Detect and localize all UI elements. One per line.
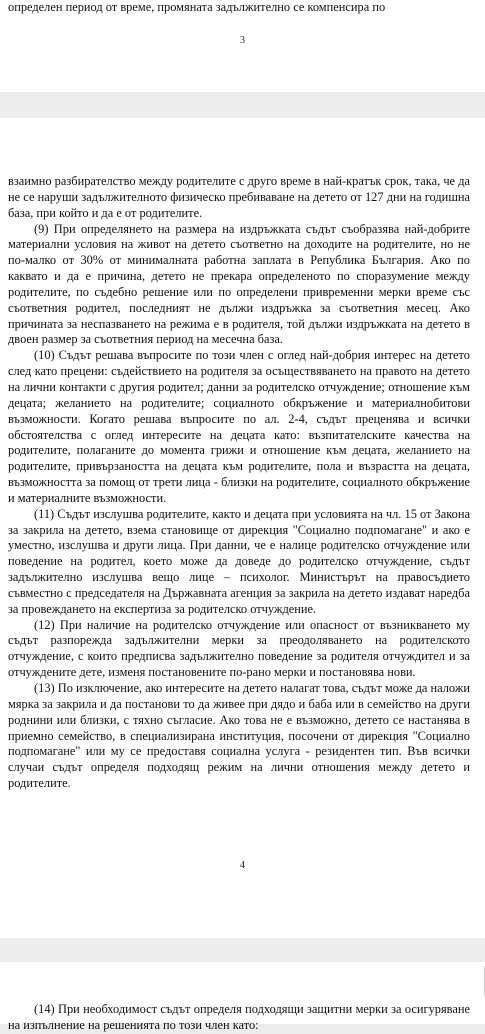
page-4-body [8,174,470,792]
page-5-body [8,1002,470,1034]
page-number-3: 3 [240,35,245,46]
document-page-4 [0,118,485,938]
paragraph-continuation: взаимно разбирателство между родителите с друго време в най-кратък срок, така, че да не се наруши задължителното физическо пребиваване на детето от 127 дни на годишна база, при който и да е от родителите. [8,174,470,220]
paragraph-13: (13) По изключение, ако интересите на детето налагат това, съдът може да наложи мярка за закрила и да постанови то да живее при дядо и баба или в семейство на други роднини или близки, с тяхно съгласие. Ако това не е възможно, детето се настанява в приемно семейство, в специализирана институция, посочени от дирекция "Социално подпомагане" или му се предоставя социална услуга - резидентен тип. Във всички случаи съдът определя подходящ режим на лични отношения между детето и родителите. [8,681,470,791]
paragraph-10: (10) Съдът решава въпросите по този член с оглед най-добрия интерес на детето след като прецени: съдействието на родителя за осъществяването на правото на детето на лични контакти с другия родител; данни за родителско отчуждение; отношение към децата; желанието на родителите; социалното обкръжение и материалнобитови възможности. Когато решава въпросите по ал. 2-4, съдът преценява и всички обстоятелства с оглед интересите на децата като: възпитателските качества на родителите, полаганите до момента грижи и отношение към децата, желанието на родителите, привързаността на децата към родителите, пола и възрастта на децата, възможността за помощ от трети лица - близки на родителите, социалното обкръжение и материалните възможности. [8,348,470,505]
page-top-clip [0,0,485,18]
document-page-3 [0,0,485,92]
paragraph-11: (11) Съдът изслушва родителите, както и децата при условията на чл. 15 от Закона за закрила на детето, взема становище от дирекция "Социално подпомагане" и ако е уместно, изслушва и други лица. При данни, че е налице родителско отчуждение или поведение на родител, което може да доведе до родителско отчуждение, съдът задължително изслушва вещо лице – психолог. Министърът на правосъдието съвместно с председателя на Държавната агенция за закрила на детето издават наредба за провеждането на експертиза за родителско отчуждение. [8,506,470,616]
page-number-4: 4 [240,860,245,871]
paragraph-12: (12) При наличие на родителско отчуждение или опасност от възникването му съдът разпорежда задължителни мерки за преодоляването на родителското отчуждение, с които предписва задължително поведение за родителя отчуждител и за отчуждените дете, изменя постановените по-рано мерки и постановява нови. [8,617,470,680]
paragraph-14: (14) При необходимост съдът определя подходящи защитни мерки за осигуряване на изпълнение на решенията по този член като: [8,1002,470,1032]
document-page-5 [0,962,485,1032]
page-3-last-line: определен период от време, промяната задължително се компенсира по [8,0,386,14]
paragraph-9: (9) При определянето на размера на издръжката съдът съобразява най-добрите материални условия на живот на детето съответно на доходите на родителите, но не по-малко от 30% от минималната работна заплата в Република България. Ако по каквато и да е причина, детето не прекара определеното по споразумение между родителите, по съдебно решение или по определени привременни мерки време със съответния родител, последният не дължи издръжка за съответния месец. Ако причината за неспазването на режима е в родителя, той дължи издръжката на детето в двоен размер за съответния период на месечна база. [8,221,470,347]
